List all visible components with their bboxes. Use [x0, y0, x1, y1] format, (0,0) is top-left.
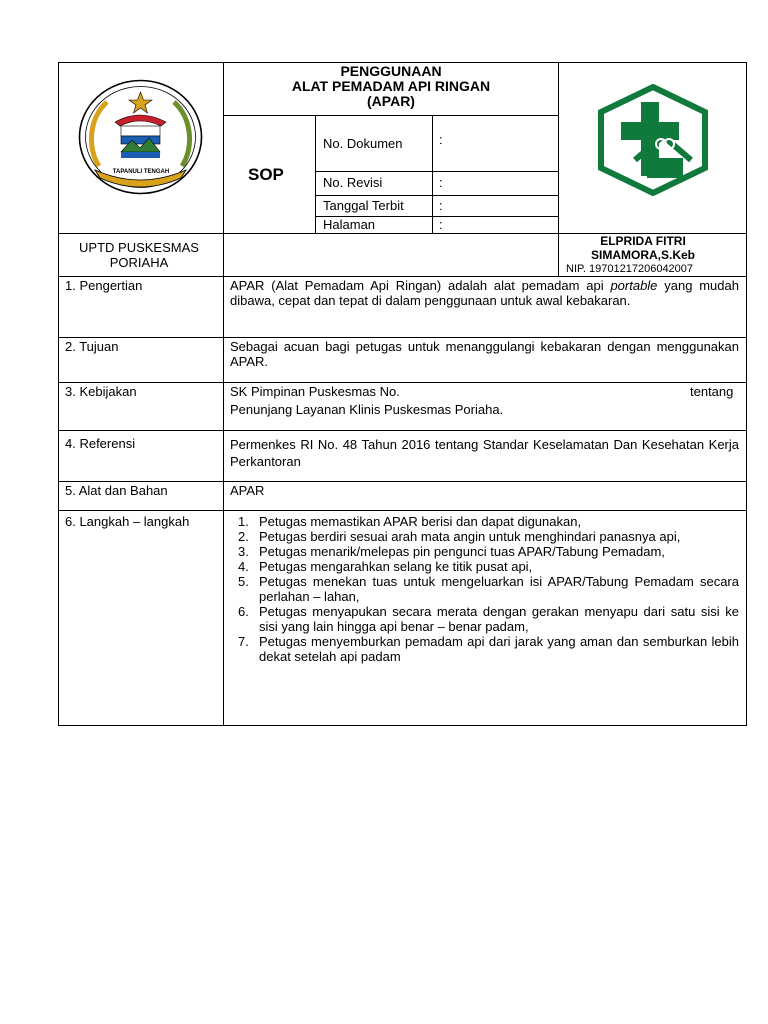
kebijakan-text-line2: Penunjang Layanan Klinis Puskesmas Poriaha. [230, 402, 504, 417]
sop-label: SOP [248, 165, 284, 184]
section-label-langkah: 6. Langkah – langkah [65, 514, 190, 529]
kebijakan-text-left: SK Pimpinan Puskesmas No. [230, 384, 400, 399]
issue-date-label: Tanggal Terbit [323, 198, 404, 213]
doc-number-label: No. Dokumen [323, 136, 403, 151]
pengertian-text-part1: APAR (Alat Pemadam Api Ringan) adalah alat pemadam api [230, 278, 611, 293]
section-text-tujuan: Sebagai acuan bagi petugas untuk menanggulangi kebakaran dengan menggunakan APAR. [230, 339, 739, 369]
step-text: Petugas mengarahkan selang ke titik pusat api, [259, 559, 533, 574]
unit-name: UPTD PUSKESMAS PORIAHA [79, 240, 199, 270]
list-item: 6. Petugas menyapukan secara merata dengan gerakan menyapu dari satu sisi ke sisi yang lain hingga api benar – benar padam, [238, 604, 739, 634]
list-item: 5. Petugas menekan tuas untuk mengeluarkan isi APAR/Tabung Pemadam secara perlahan – lahan, [238, 574, 739, 604]
step-text: Petugas memastikan APAR berisi dan dapat digunakan, [259, 514, 582, 529]
section-label-pengertian: 1. Pengertian [65, 278, 143, 293]
document-title [224, 64, 558, 109]
section-label-referensi: 4. Referensi [65, 436, 136, 451]
list-item: 4. Petugas mengarahkan selang ke titik pusat api, [238, 559, 533, 574]
puskesmas-logo [595, 84, 711, 196]
signer-nip: NIP. 19701217206042007 [566, 263, 694, 275]
doc-number-value: : [439, 132, 443, 147]
revision-value: : [439, 175, 443, 190]
section-text-referensi: Permenkes RI No. 48 Tahun 2016 tentang Standar Keselamatan Dan Kesehatan Kerja Perkantoran [230, 437, 739, 469]
issue-date-value: : [439, 198, 443, 213]
step-text: Petugas menyemburkan pemadam api dari jarak yang aman dan semburkan lebih dekat setelah api padam [259, 634, 739, 664]
step-text: Petugas menarik/melepas pin pengunci tuas APAR/Tabung Pemadam, [259, 544, 665, 559]
section-label-tujuan: 2. Tujuan [65, 339, 119, 354]
kebijakan-text-right: tentang [690, 384, 734, 399]
list-item: 3. Petugas menarik/melepas pin pengunci tuas APAR/Tabung Pemadam, [238, 544, 665, 559]
emblem-ribbon-text: TAPANULI TENGAH [112, 169, 170, 175]
list-item: 1. Petugas memastikan APAR berisi dan dapat digunakan, [238, 514, 582, 529]
title-line-3: (APAR) [367, 93, 415, 109]
steps-list [230, 514, 739, 664]
step-text: Petugas menyapukan secara merata dengan gerakan menyapu dari satu sisi ke sisi yang lain hingga api benar – benar padam, [259, 604, 739, 634]
section-text-alat: APAR [230, 483, 265, 498]
signer-name: ELPRIDA FITRI SIMAMORA,S.Keb [590, 234, 695, 262]
pengertian-text-part2: yang mudah dibawa, cepat dan tepat di dalam penggunaan untuk awal kebakaran. [230, 278, 739, 308]
pengertian-text-italic: portable [610, 278, 658, 293]
step-text: Petugas menekan tuas untuk mengeluarkan isi APAR/Tabung Pemadam secara perlahan – lahan, [259, 574, 739, 604]
page-label: Halaman [323, 217, 376, 232]
step-text: Petugas berdiri sesuai arah mata angin untuk menghindari panasnya api, [259, 529, 681, 544]
section-label-alat: 5. Alat dan Bahan [65, 483, 168, 498]
list-item: 2. Petugas berdiri sesuai arah mata angin untuk menghindari panasnya api, [238, 529, 681, 544]
section-text-pengertian [230, 278, 739, 308]
title-line-1: PENGGUNAAN [340, 63, 442, 79]
section-label-kebijakan: 3. Kebijakan [65, 384, 137, 399]
regency-emblem [77, 78, 204, 196]
page-value: : [439, 217, 443, 232]
list-item: 7. Petugas menyemburkan pemadam api dari jarak yang aman dan semburkan lebih dekat setelah api padam [238, 634, 739, 664]
revision-label: No. Revisi [323, 175, 383, 190]
title-line-2: ALAT PEMADAM API RINGAN [291, 78, 491, 94]
